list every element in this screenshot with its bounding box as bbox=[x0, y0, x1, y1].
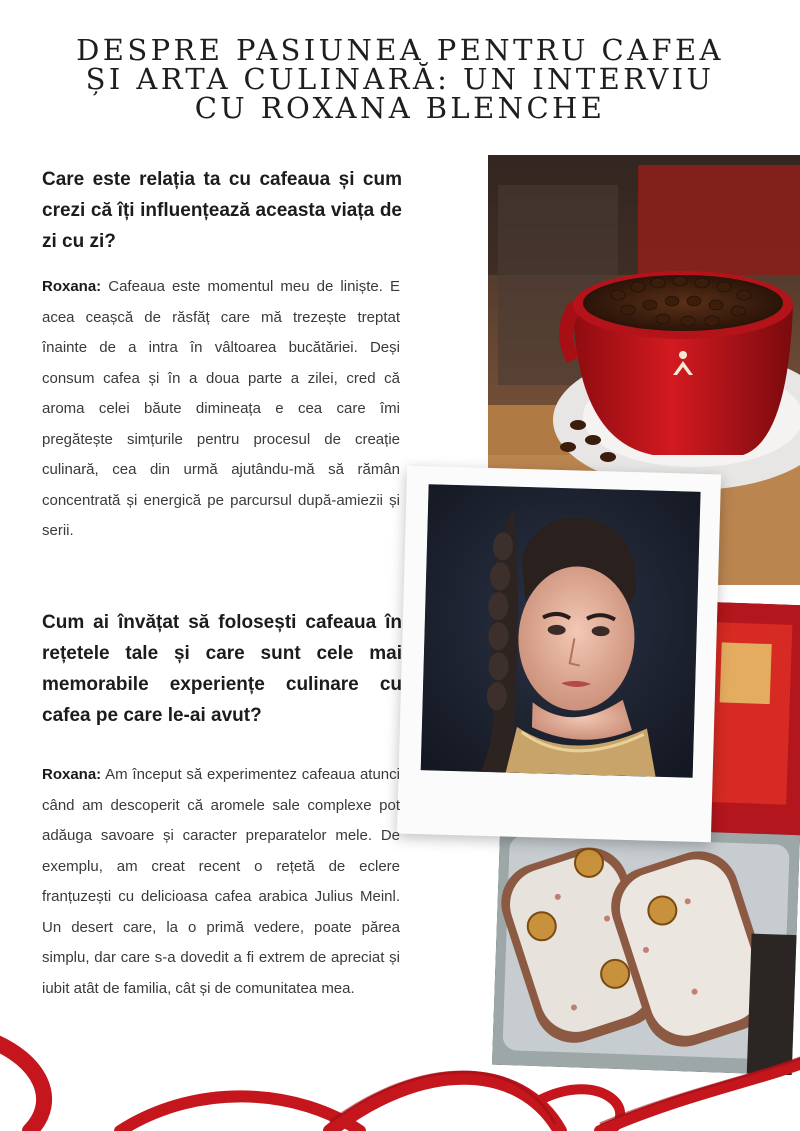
question-1: Care este relația ta cu cafeaua și cum crezi că îți influențează aceasta viața de zi cu zi? bbox=[42, 169, 402, 252]
answer-1-speaker: Roxana: bbox=[42, 278, 102, 295]
answer-2 bbox=[42, 760, 400, 1004]
answer-1 bbox=[42, 272, 400, 547]
question-2: Cum ai învățat să folosești cafeaua în rețetele tale și care sunt cele mai memorabile experiențe culinare cu cafea pe care le-ai avut? bbox=[42, 612, 402, 726]
answer-2-text: Am început să experimentez cafeaua atunci când am descoperit că aromele sale complexe pot adăuga savoare și caracter preparatelor mele. De exemplu, am creat recent o rețetă de eclere franțuzești cu delicioasa cafea arabica Julius Meinl. Un desert care, la o primă vedere, poate părea simplu, dar care s-a dovedit a fi extrem de apreciat și iubit atât de familia, cât și de comunitatea mea. bbox=[42, 766, 400, 997]
portrait-polaroid bbox=[397, 466, 721, 843]
answer-2-speaker: Roxana: bbox=[42, 766, 102, 783]
page-title: DESPRE PASIUNEA PENTRU CAFEA ȘI ARTA CULINARĂ: UN INTERVIU CU ROXANA BLENCHE bbox=[76, 33, 724, 125]
answer-1-text: Cafeaua este momentul meu de liniște. E acea ceașcă de răsfăț care mă trezește treptat înainte de a intra în vâltoarea bucătăriei. Deși consum cafea și în a doua parte a zilei, cred că aroma celei băute dimineața e cea care îmi pregătește simțurile pentru procesul de creație culinară, cea din urmă ajutându-mă să rămân concentrată și energică pe parcursul după-amiezii și serii. bbox=[42, 278, 400, 539]
portrait-photo bbox=[421, 484, 701, 777]
